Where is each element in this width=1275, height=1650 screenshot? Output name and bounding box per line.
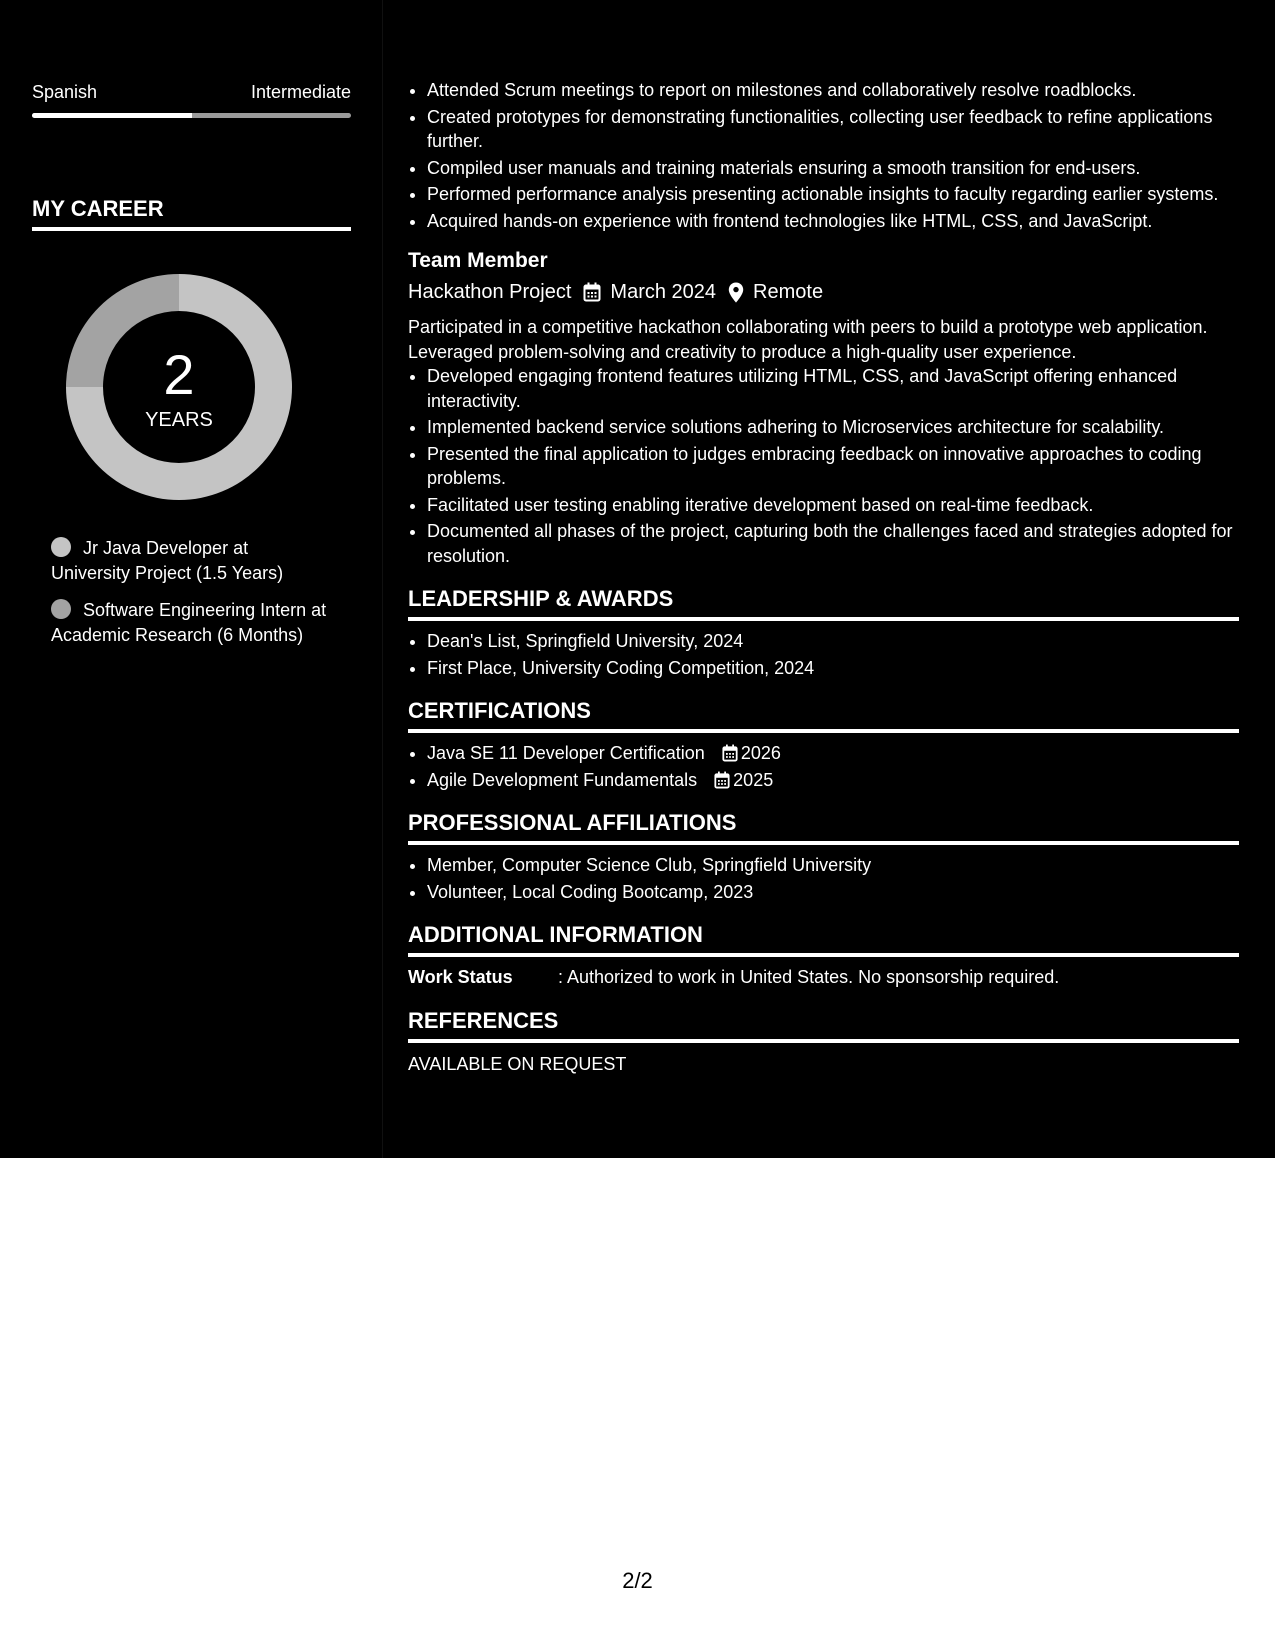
job-description: Participated in a competitive hackathon collaborating with peers to build a prototype web application. Leveraged problem-solving and creativity to produce a high-quality user experience. <box>408 317 1208 362</box>
leadership-list <box>408 629 1239 680</box>
bullet-item: • Documented all phases of the project, capturing both the challenges faced and strategies adopted for resolution. <box>427 519 1239 568</box>
bullet-item: • Presented the final application to judges embracing feedback on innovative approaches to coding problems. <box>427 442 1239 491</box>
calendar-icon <box>722 744 738 762</box>
donut-center <box>66 274 292 500</box>
job-bullets <box>408 364 1239 568</box>
location-pin-icon <box>728 282 744 303</box>
bullet-item: • Compiled user manuals and training materials ensuring a smooth transition for end-users. <box>427 156 1239 181</box>
job-location: Remote <box>753 281 824 303</box>
calendar-icon <box>583 282 601 302</box>
work-status-value: : Authorized to work in United States. No sponsorship required. <box>558 967 1060 987</box>
affiliations-list <box>408 853 1239 904</box>
language-row <box>32 82 351 103</box>
career-item <box>51 598 331 648</box>
bullet-item: • Performed performance analysis presenting actionable insights to faculty regarding earlier systems. <box>427 182 1239 207</box>
bullet-item: • Implemented backend service solutions adhering to Microservices architecture for scalability. <box>427 415 1239 440</box>
previous-job-bullets <box>408 78 1239 233</box>
references-text: AVAILABLE ON REQUEST <box>408 1054 627 1074</box>
certification-name: Agile Development Fundamentals <box>427 769 698 790</box>
certification-item <box>427 768 1239 793</box>
leadership-heading: LEADERSHIP & AWARDS <box>408 584 1239 621</box>
career-item-text: Software Engineering Intern at Academic Research (6 Months) <box>51 600 327 645</box>
references-heading: REFERENCES <box>408 1006 1239 1043</box>
language-name: Spanish <box>32 82 98 102</box>
career-legend-dot <box>51 537 71 557</box>
certifications-list <box>408 741 1239 792</box>
certification-item <box>427 741 1239 766</box>
additional-info-heading: ADDITIONAL INFORMATION <box>408 920 1239 957</box>
job-meta <box>408 278 1239 306</box>
career-years-number: 2 <box>163 342 195 406</box>
job-title: Team Member <box>408 249 548 272</box>
work-status-row <box>408 965 1239 990</box>
career-item <box>51 536 331 586</box>
certification-year: 2026 <box>740 743 781 763</box>
leadership-item: • Dean's List, Springfield University, 2024 <box>427 629 1239 654</box>
leadership-item: • First Place, University Coding Competition, 2024 <box>427 656 1239 681</box>
career-heading: MY CAREER <box>32 196 351 231</box>
career-legend-dot <box>51 599 71 619</box>
certification-year: 2025 <box>733 769 774 790</box>
affiliations-heading: PROFESSIONAL AFFILIATIONS <box>408 808 1239 845</box>
sidebar <box>0 0 382 1158</box>
certification-name: Java SE 11 Developer Certification <box>427 743 705 763</box>
career-item-text: Jr Java Developer at University Project (1.5 Years) <box>51 538 284 583</box>
language-progress-fill <box>32 113 192 118</box>
certifications-heading: CERTIFICATIONS <box>408 696 1239 733</box>
career-years-unit: YEARS <box>145 408 213 431</box>
language-progress-bar <box>32 113 351 118</box>
job-date: March 2024 <box>610 281 717 303</box>
bullet-item: • Attended Scrum meetings to report on milestones and collaboratively resolve roadblocks. <box>427 78 1239 103</box>
bullet-item: • Acquired hands-on experience with frontend technologies like HTML, CSS, and JavaScript. <box>427 209 1239 234</box>
affiliation-item: • Member, Computer Science Club, Springfield University <box>427 853 1239 878</box>
career-donut-chart <box>66 274 292 500</box>
column-divider <box>382 0 383 1158</box>
affiliation-item: • Volunteer, Local Coding Bootcamp, 2023 <box>427 880 1239 905</box>
page-number: 2/2 <box>622 1568 653 1593</box>
bullet-item: • Developed engaging frontend features utilizing HTML, CSS, and JavaScript offering enhanced interactivity. <box>427 364 1239 413</box>
bullet-item: • Facilitated user testing enabling iterative development based on real-time feedback. <box>427 493 1239 518</box>
calendar-icon <box>714 771 730 789</box>
job-organization: Hackathon Project <box>408 281 572 303</box>
career-list <box>51 536 331 660</box>
main-content <box>408 78 1239 1077</box>
bullet-item: • Created prototypes for demonstrating functionalities, collecting user feedback to refine applications further. <box>427 105 1239 154</box>
language-level: Intermediate <box>250 82 351 102</box>
work-status-label: Work Status <box>408 967 513 987</box>
